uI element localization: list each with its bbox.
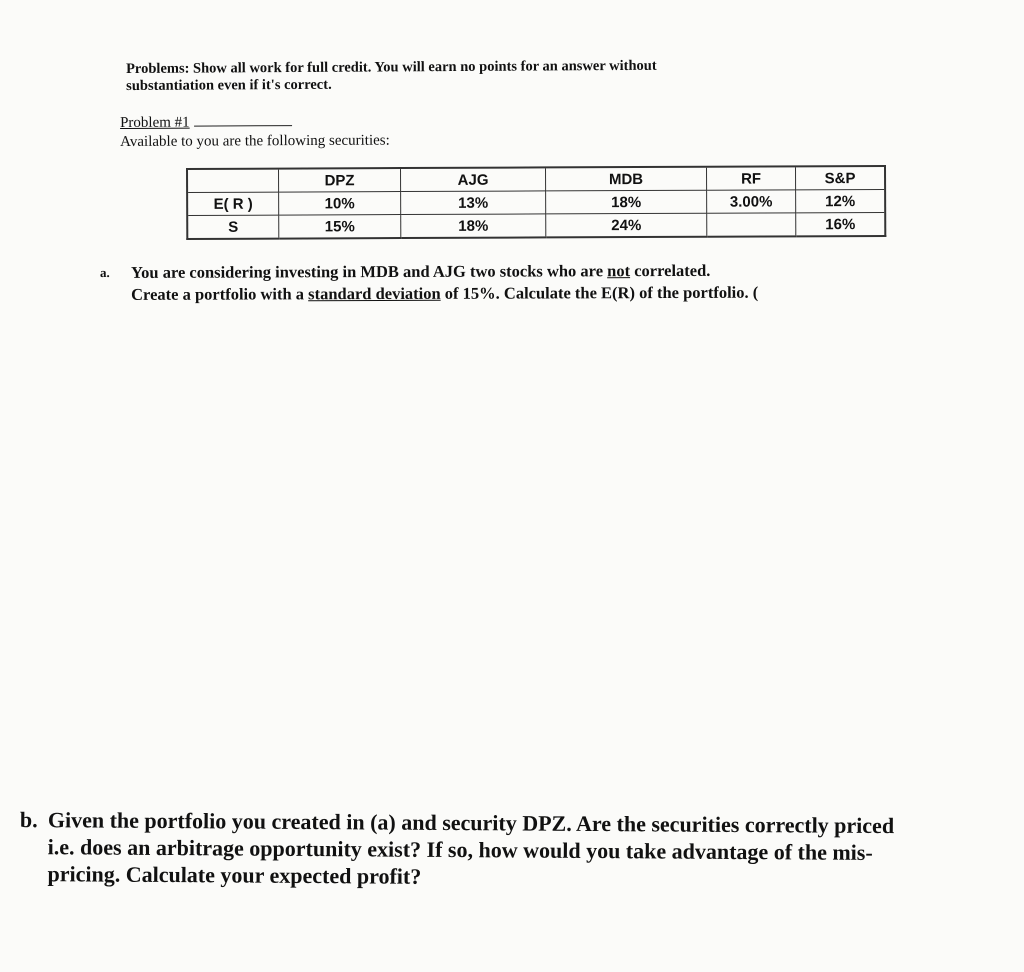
question-a-marker: a. <box>100 264 110 280</box>
table-row <box>187 189 885 215</box>
row-label-s: S <box>187 215 279 239</box>
header-cell-dpz: DPZ <box>279 168 401 192</box>
header-cell-sp: S&P <box>795 166 885 190</box>
title-rule <box>194 113 292 127</box>
problem-title: Problem #1 <box>120 114 190 131</box>
underlined-text: standard deviation <box>308 283 441 304</box>
row-label-er: E( R ) <box>187 192 279 215</box>
table-row <box>187 212 885 239</box>
question-a-line-1 <box>131 259 950 284</box>
table-cell: 18% <box>546 190 707 214</box>
text-span: of 15%. Calculate the E(R) of the portfolio. ( <box>440 282 759 303</box>
header-cell-blank <box>187 169 279 193</box>
table-cell: 13% <box>401 191 546 215</box>
table-cell: 16% <box>796 212 886 236</box>
header-cell-ajg: AJG <box>401 167 546 191</box>
underlined-text: not <box>607 261 631 281</box>
instructions-line-2: substantiation even if it's correct. <box>126 76 332 94</box>
table-cell <box>707 213 796 237</box>
question-a-line-2 <box>131 281 950 306</box>
table-cell: 10% <box>279 192 401 216</box>
question-b-line-1: Given the portfolio you created in (a) and security DPZ. Are the securities correctly priced <box>47 807 895 839</box>
instructions-line-1: Problems: Show all work for full credit. You will earn no points for an answer without <box>126 57 657 77</box>
problem-subtitle: Available to you are the following securities: <box>120 132 390 150</box>
table-cell: 12% <box>796 189 886 212</box>
question-b-line-2: i.e. does an arbitrage opportunity exist? If so, how would you take advantage of the mis- <box>47 834 873 865</box>
question-b <box>19 806 1024 894</box>
header-cell-rf: RF <box>706 166 795 190</box>
header-cell-mdb: MDB <box>546 167 707 191</box>
text-span: correlated. <box>630 260 711 281</box>
table-header-row <box>187 166 885 193</box>
problem-header <box>120 113 390 152</box>
question-b-line-3: pricing. Calculate your expected profit? <box>47 861 422 889</box>
table-cell: 3.00% <box>707 190 796 213</box>
table-cell: 15% <box>279 215 401 239</box>
text-span: Create a portfolio with a <box>131 284 309 304</box>
question-a <box>100 259 950 306</box>
table-cell: 18% <box>401 214 546 238</box>
instructions <box>126 56 886 95</box>
question-b-marker: b. <box>19 807 38 833</box>
table-cell: 24% <box>546 213 707 237</box>
text-span: You are considering investing in MDB and AJG two stocks who are <box>131 261 608 282</box>
securities-table <box>186 165 886 240</box>
